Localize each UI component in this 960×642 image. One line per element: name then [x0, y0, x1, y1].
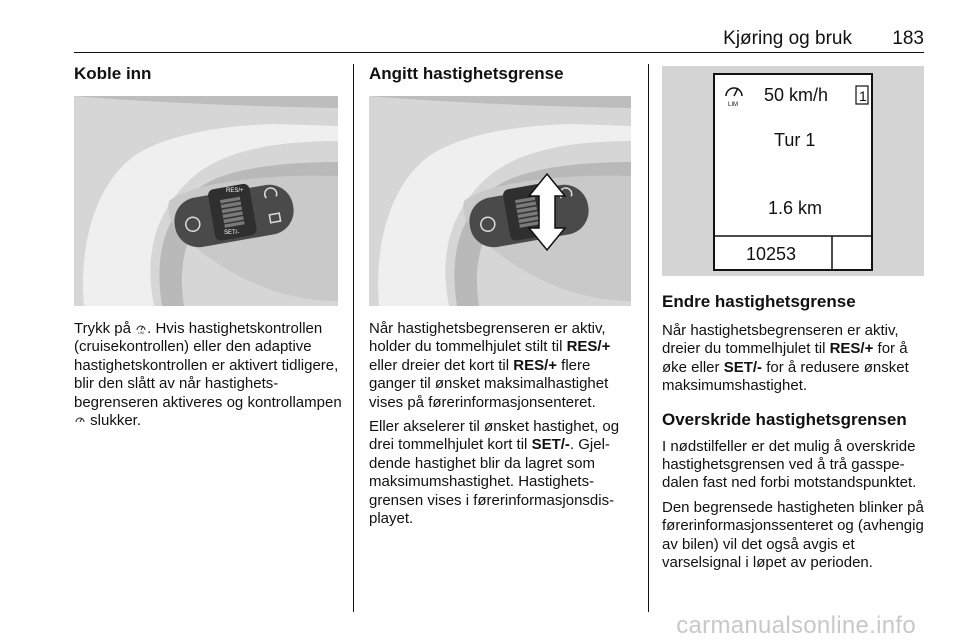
set-label-1: SET/- — [224, 230, 240, 236]
display-trip-label: Tur 1 — [774, 130, 816, 150]
column-1 — [74, 64, 342, 84]
driver-info-display-illustration — [662, 66, 924, 276]
speed-limiter-icon — [135, 322, 147, 334]
display-speed-value: 50 km/h — [764, 85, 829, 105]
section-title-endre: Endre hastighetsgrense — [662, 292, 856, 311]
display-trip-value: 1.6 km — [768, 198, 823, 218]
section-title-koble-inn: Koble inn — [74, 64, 152, 83]
svg-text:LIM: LIM — [728, 102, 739, 108]
indicator-lamp-icon — [74, 414, 86, 426]
column-3-text — [662, 292, 928, 572]
column-2 — [369, 64, 639, 84]
display-indicator: 1 — [859, 88, 867, 104]
res-label-1: RES/+ — [226, 188, 244, 194]
column-divider-2 — [648, 64, 649, 612]
running-header-title: Kjøring og bruk — [723, 28, 852, 49]
section-title-angitt: Angitt hastighetsgrense — [369, 64, 564, 83]
overskride-paragraph-1: I nødstilfeller er det mulig å overskride hastighetsgrensen ved å trå gasspedalen fast ned forbi motstandspunktet. — [662, 437, 917, 492]
koble-inn-paragraph: Trykk på LIM . Hvis hastighetskontrollen (cruisekontrollen) eller den adaptive hastighetskontrollen er aktivert tidligere, blir den slått av når hastighetsbegrenseren aktiveres og kontrollampen slukker. — [74, 320, 342, 430]
column-1-text — [74, 320, 342, 430]
overskride-paragraph-2: Den begrensede hastigheten blinker på førerinformasjonssenteret og (avhengig av bilen) vil det også avgis et varselsignal i løpet av perioden. — [662, 498, 924, 572]
watermark: carmanualsonline.info — [676, 612, 916, 639]
angitt-paragraph-2: Eller akselerer til ønsket hastighet, og drei tommelhjulet kort til SET/-. Gjeldende hastighet blir da lagret som maksimumshastighet. Hastighetsgrensen vises i førerinformasjonsdisplayet. — [369, 418, 620, 528]
column-divider-1 — [353, 64, 354, 612]
steering-wheel-illustration-2 — [369, 96, 631, 306]
page-number: 183 — [892, 28, 924, 49]
angitt-paragraph-1: Når hastighetsbegrenseren er aktiv, holder du tommelhjulet stilt til RES/+ eller dreier det kort til RES/+ flere ganger til ønsket maksimalhastighet vises på førerinformasjonsenteret. — [369, 320, 611, 411]
header-rule — [74, 52, 924, 53]
endre-paragraph: Når hastighetsbegrenseren er aktiv, dreier du tommelhjulet til RES/+ for å øke eller SET/- for å redusere ønsket maksimumshastighet. — [662, 322, 909, 395]
column-2-text — [369, 320, 639, 528]
display-odometer: 10253 — [746, 244, 797, 264]
steering-wheel-illustration-1 — [74, 96, 338, 306]
svg-text:LIM: LIM — [138, 331, 144, 334]
section-title-overskride: Overskride hastighetsgrensen — [662, 409, 907, 429]
